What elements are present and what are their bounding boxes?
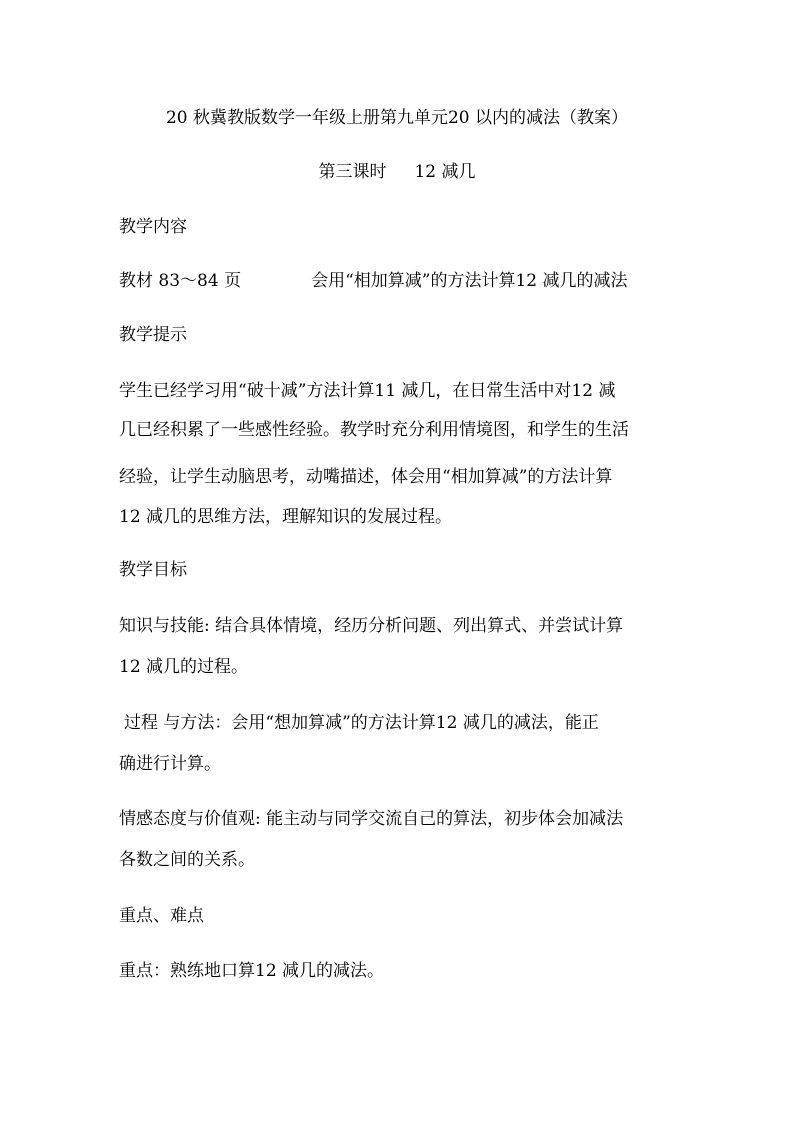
lesson-subtitle — [0, 162, 794, 182]
goal-knowledge-line: 知识与技能: 结合具体情境，经历分析问题、列出算式、并尝试计算 — [119, 616, 624, 636]
content-pages: 教材 83～84 页 — [119, 271, 242, 291]
lesson-number: 第三课时 — [318, 162, 387, 182]
key-point: 重点：熟练地口算12 减几的减法。 — [119, 961, 385, 981]
goal-knowledge-line: 12 减几的过程。 — [119, 657, 249, 677]
goal-heading: 教学目标 — [119, 560, 187, 580]
content-description: 会用“相加算减”的方法计算12 减几的减法 — [311, 271, 628, 291]
hint-line: 学生已经学习用“破十减”方法计算11 减几，在日常生活中对12 减 — [119, 381, 616, 401]
hint-heading: 教学提示 — [119, 325, 187, 345]
goal-emotion-line: 各数之间的关系。 — [119, 850, 255, 870]
goal-process-line: 确进行计算。 — [119, 754, 221, 774]
hint-line: 经验，让学生动脑思考，动嘴描述，体会用“相加算减”的方法计算 — [119, 467, 613, 487]
document-title: 20 秋冀教版数学一年级上册第九单元20 以内的减法（教案） — [165, 108, 629, 128]
goal-process-line: 过程 与方法：会用“想加算减”的方法计算12 减几的减法，能正 — [124, 713, 599, 733]
content-row — [119, 271, 628, 291]
hint-line: 几已经积累了一些感性经验。教学时充分利用情境图，和学生的生活 — [119, 420, 629, 440]
goal-emotion-line: 情感态度与价值观: 能主动与同学交流自己的算法，初步体会加减法 — [119, 809, 624, 829]
key-heading: 重点、难点 — [119, 906, 204, 926]
lesson-topic: 12 减几 — [414, 162, 476, 182]
hint-line: 12 减几的思维方法，理解知识的发展过程。 — [119, 507, 453, 527]
content-heading: 教学内容 — [119, 217, 187, 237]
